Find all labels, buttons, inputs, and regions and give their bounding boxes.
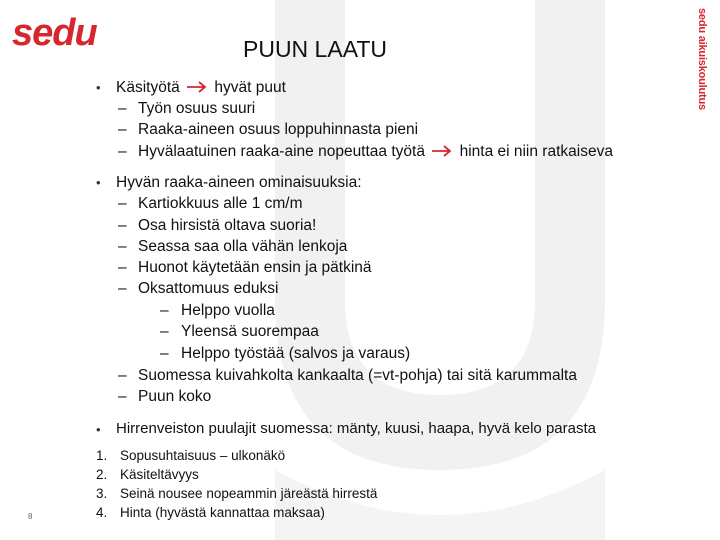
sedu-logo: sedu [12, 12, 97, 54]
dash: – [160, 302, 169, 319]
list-item: Seassa saa olla vähän lenkoja [138, 238, 348, 255]
list-item: Kartiokkuus alle 1 cm/m [138, 195, 303, 212]
list-number: 2. [96, 467, 108, 482]
section2-heading: Hyvän raaka-aineen ominaisuuksia: [116, 174, 362, 191]
bullet: • [96, 175, 101, 190]
list-number: 4. [96, 505, 108, 520]
dash: – [160, 345, 169, 362]
brand-tagline: sedu aikuiskoulutus [696, 8, 708, 110]
list-item: Oksattomuus eduksi [138, 280, 279, 297]
dash: – [118, 100, 127, 117]
dash: – [118, 238, 127, 255]
list-item: Suomessa kuivahkolta kankaalta (=vt-pohja) tai sitä karummalta [138, 367, 577, 384]
sub-list-item: Helppo työstää (salvos ja varaus) [181, 345, 411, 362]
list-number: 3. [96, 486, 108, 501]
list-item: Puun koko [138, 388, 212, 405]
dash: – [118, 217, 127, 234]
list-item: Osa hirsistä oltava suoria! [138, 217, 317, 234]
section1-heading: Käsityötä hyvät puut [116, 79, 286, 96]
arrow-right-icon [431, 145, 453, 157]
bullet: • [96, 80, 101, 95]
sub-list-item: Helppo vuolla [181, 302, 275, 319]
dash: – [118, 195, 127, 212]
arrow-right-icon [186, 81, 208, 93]
dash: – [118, 388, 127, 405]
bullet: • [96, 422, 101, 437]
numbered-item: Sopusuhtaisuus – ulkonäkö [120, 448, 286, 463]
list-item: Työn osuus suuri [138, 100, 256, 117]
dash: – [160, 323, 169, 340]
list-number: 1. [96, 448, 108, 463]
list-item: Huonot käytetään ensin ja pätkinä [138, 259, 372, 276]
section3-heading: Hirrenveiston puulajit suomessa: mänty, kuusi, haapa, hyvä kelo parasta [116, 420, 596, 437]
sub-list-item: Yleensä suorempaa [181, 323, 319, 340]
dash: – [118, 143, 127, 160]
dash: – [118, 259, 127, 276]
list-item: Raaka-aineen osuus loppuhinnasta pieni [138, 121, 419, 138]
list-item: Hyvälaatuinen raaka-aine nopeuttaa työtä hinta ei niin ratkaiseva [138, 143, 613, 160]
dash: – [118, 121, 127, 138]
slide-title: PUUN LAATU [243, 36, 387, 62]
numbered-item: Hinta (hyvästä kannattaa maksaa) [120, 505, 325, 520]
numbered-item: Seinä nousee nopeammin järeästä hirrestä [120, 486, 378, 501]
dash: – [118, 367, 127, 384]
numbered-item: Käsiteltävyys [120, 467, 199, 482]
page-number: 8 [28, 512, 33, 521]
dash: – [118, 280, 127, 297]
